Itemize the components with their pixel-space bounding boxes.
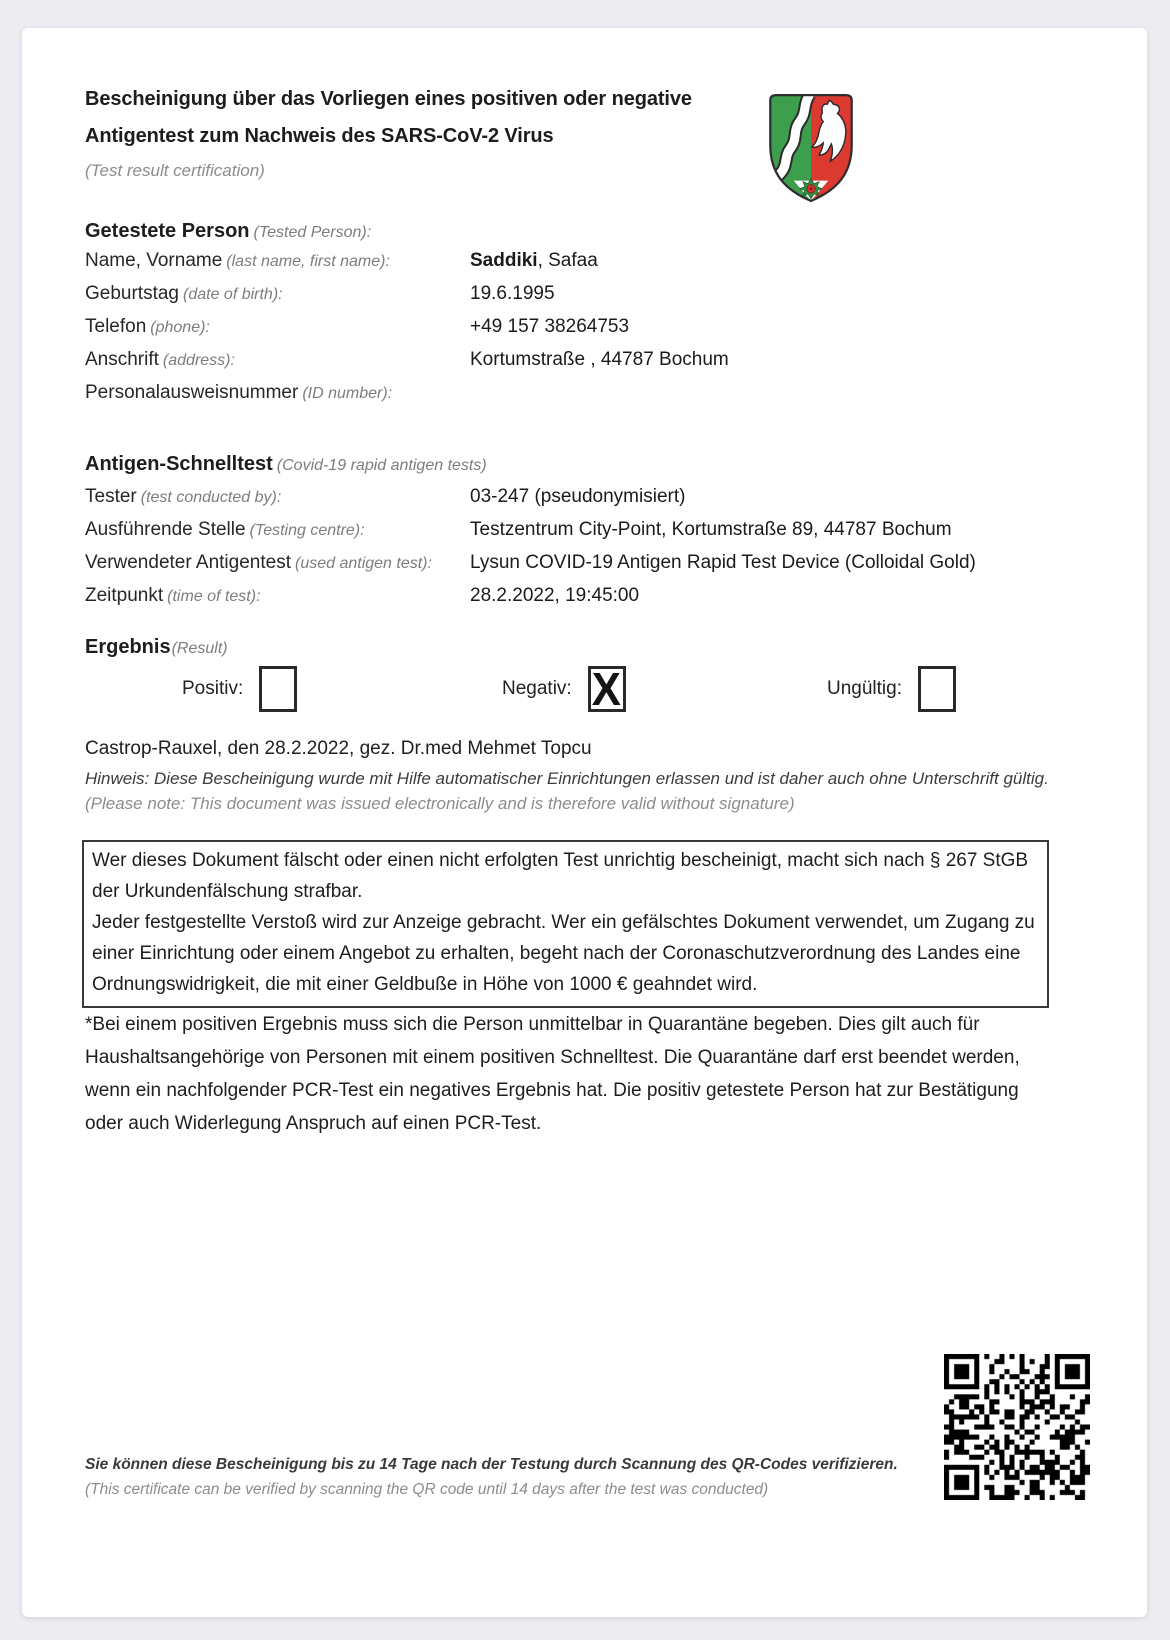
field-label-en: (time of test): bbox=[167, 588, 261, 605]
field-label: Verwendeter Antigentest bbox=[85, 552, 291, 573]
forgery-warning-box bbox=[82, 840, 1049, 1008]
electronic-notice-de: Hinweis: Diese Bescheinigung wurde mit Hilfe automatischer Einrichtungen erlassen und ist daher auch ohne Unterschrift gültig. bbox=[85, 769, 1049, 788]
field-row-testing-centre bbox=[85, 519, 1085, 552]
field-value: 28.2.2022, 19:45:00 bbox=[470, 585, 640, 606]
signature-line: Castrop-Rauxel, den 28.2.2022, gez. Dr.med Mehmet Topcu bbox=[85, 738, 592, 759]
field-label: Tester bbox=[85, 486, 137, 507]
field-row-address bbox=[85, 349, 1085, 382]
lippe-rose bbox=[800, 179, 822, 199]
negative-checkbox bbox=[588, 663, 626, 715]
field-row-id-number bbox=[85, 382, 1085, 415]
field-value: 19.6.1995 bbox=[470, 283, 555, 304]
field-row-birthdate bbox=[85, 283, 1085, 316]
field-label-en: (last name, first name): bbox=[226, 253, 390, 270]
field-value: Kortumstraße , 44787 Bochum bbox=[470, 349, 729, 370]
result-option-label: Positiv: bbox=[182, 678, 244, 699]
section-heading-de: Antigen-Schnelltest bbox=[85, 453, 273, 475]
certificate-page bbox=[22, 28, 1147, 1617]
field-label-en: (test conducted by): bbox=[140, 489, 282, 506]
field-row-test-time bbox=[85, 585, 1085, 618]
field-label: Anschrift bbox=[85, 349, 159, 370]
section-heading-tested-person bbox=[85, 220, 371, 243]
footer-verification-de: Sie können diese Bescheinigung bis zu 14 Tage nach der Testung durch Scannung des QR-Codes verifizieren. bbox=[85, 1456, 898, 1473]
electronic-notice-en: (Please note: This document was issued electronically and is therefore valid without signature) bbox=[85, 794, 795, 813]
section-heading-en: (Result) bbox=[171, 640, 228, 657]
nrw-coat-of-arms-icon bbox=[764, 90, 858, 204]
field-value: +49 157 38264753 bbox=[470, 316, 630, 337]
forgery-warning-para1: Wer dieses Dokument fälscht oder einen nicht erfolgten Test unrichtig bescheinigt, macht sich nach § 267 StGB der Urkundenfälschung strafbar. bbox=[92, 850, 1029, 902]
field-label-en: (date of birth): bbox=[183, 286, 283, 303]
field-row-name bbox=[85, 250, 1085, 283]
positive-checkbox bbox=[259, 666, 297, 712]
field-row-tester bbox=[85, 486, 1085, 519]
field-value-strong: Saddiki bbox=[470, 250, 538, 271]
result-option-invalid bbox=[827, 666, 956, 712]
field-label: Name, Vorname bbox=[85, 250, 223, 271]
field-label-en: (Testing centre): bbox=[249, 522, 365, 539]
certificate-title-translation: (Test result certification) bbox=[85, 161, 265, 180]
result-option-label: Negativ: bbox=[502, 678, 572, 699]
field-label-en: (ID number): bbox=[302, 385, 393, 402]
tested-person-rows bbox=[85, 250, 1085, 415]
field-row-phone bbox=[85, 316, 1085, 349]
field-value: Testzentrum City-Point, Kortumstraße 89, 44787 Bochum bbox=[470, 519, 952, 540]
section-heading-result bbox=[85, 636, 228, 659]
field-row-antigen-test-used bbox=[85, 552, 1085, 585]
section-heading-en: (Covid-19 rapid antigen tests) bbox=[276, 457, 487, 474]
field-label: Ausführende Stelle bbox=[85, 519, 246, 540]
section-heading-antigen-test bbox=[85, 453, 487, 476]
field-label: Zeitpunkt bbox=[85, 585, 164, 606]
field-label-en: (phone): bbox=[150, 319, 210, 336]
quarantine-note: *Bei einem positiven Ergebnis muss sich die Person unmittelbar in Quarantäne begeben. Dies gilt auch für Haushaltsangehörige von Personen mit einem positiven Schnelltest. Die Quarantäne darf erst beendet werden, wenn ein nachfolgender PCR-Test ein negatives Ergebnis hat. Die positiv getestete Person hat zur Bestätigung oder auch Widerlegung Anspruch auf einen PCR-Test. bbox=[85, 1014, 1020, 1134]
field-label: Telefon bbox=[85, 316, 147, 337]
section-heading-de: Ergebnis bbox=[85, 636, 171, 658]
field-label: Geburtstag bbox=[85, 283, 179, 304]
field-value: , Safaa bbox=[537, 250, 598, 271]
invalid-checkbox bbox=[918, 666, 956, 712]
antigen-test-rows bbox=[85, 486, 1085, 618]
field-label-en: (used antigen test): bbox=[294, 555, 432, 572]
field-label: Personalausweisnummer bbox=[85, 382, 299, 403]
certificate-title-line2: Antigentest zum Nachweis des SARS-CoV-2 Virus bbox=[85, 125, 554, 147]
result-option-negative bbox=[502, 663, 626, 715]
section-heading-en: (Tested Person): bbox=[253, 224, 372, 241]
forgery-warning-para2: Jeder festgestellte Verstoß wird zur Anzeige gebracht. Wer ein gefälschtes Dokument verwendet, um Zugang zu einer Einrichtung oder einem Angebot zu erhalten, begeht nach der Coronaschutzverordnung des Landes eine Ordnungswidrigkeit, die mit einer Geldbuße in Höhe von 1000 € geahndet wird. bbox=[92, 912, 1035, 995]
field-label-en: (address): bbox=[162, 352, 235, 369]
check-x-mark: X bbox=[592, 663, 622, 715]
result-option-positive bbox=[182, 666, 297, 712]
qr-code bbox=[944, 1354, 1090, 1500]
field-value: 03-247 (pseudonymisiert) bbox=[470, 486, 686, 507]
certificate-title-line1: Bescheinigung über das Vorliegen eines positiven oder negative bbox=[85, 88, 692, 110]
result-option-label: Ungültig: bbox=[827, 678, 902, 699]
field-value: Lysun COVID-19 Antigen Rapid Test Device (Colloidal Gold) bbox=[470, 552, 976, 573]
section-heading-de: Getestete Person bbox=[85, 220, 250, 242]
footer-verification-en: (This certificate can be verified by scanning the QR code until 14 days after the test was conducted) bbox=[85, 1481, 769, 1498]
